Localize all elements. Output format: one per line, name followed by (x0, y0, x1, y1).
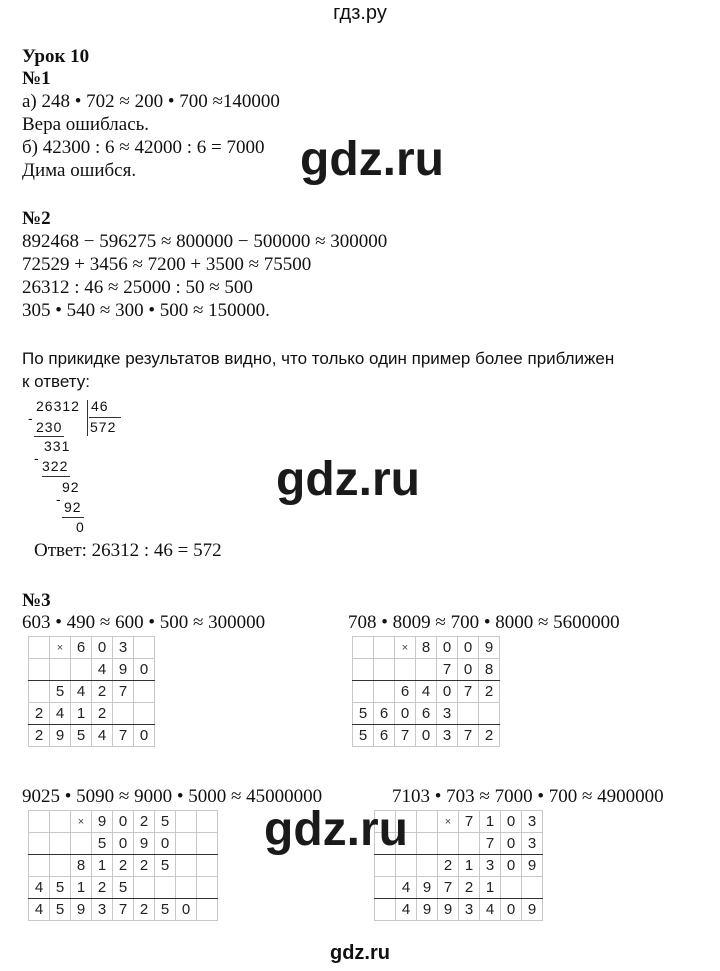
grid-cell (50, 811, 71, 833)
task3-heading: №3 (22, 590, 51, 611)
grid-cell: 6 (416, 703, 437, 725)
grid-cell (197, 833, 218, 855)
grid-row (353, 637, 500, 659)
grid-row (29, 811, 218, 833)
grid-cell: 0 (113, 811, 134, 833)
grid-cell: 0 (92, 637, 113, 659)
grid-cell: 1 (480, 877, 501, 899)
grid-cell (134, 637, 155, 659)
grid-cell: 0 (134, 659, 155, 681)
grid-cell (50, 855, 71, 877)
grid-cell: 0 (416, 725, 437, 747)
grid-cell: 2 (134, 899, 155, 921)
grid-cell: 5 (50, 877, 71, 899)
grid-cell (501, 877, 522, 899)
grid-cell: 4 (396, 899, 417, 921)
grid-cell: 7 (438, 877, 459, 899)
division-step-5: 92 (64, 499, 82, 515)
grid-cell: 7 (113, 681, 134, 703)
grid-cell: 0 (501, 855, 522, 877)
grid-cell: 7 (437, 659, 458, 681)
grid-cell: 2 (459, 877, 480, 899)
grid-cell: 5 (353, 703, 374, 725)
grid-cell: 2 (29, 703, 50, 725)
grid-cell: 7 (395, 725, 416, 747)
grid-cell (50, 833, 71, 855)
grid-cell: 4 (92, 659, 113, 681)
grid-cell (374, 637, 395, 659)
grid-cell: 9 (50, 725, 71, 747)
grid-cell (176, 833, 197, 855)
long-division: 26312 46 572 - 230 331 - 322 92 - 92 0 (34, 398, 124, 538)
grid-cell: 9 (522, 899, 543, 921)
grid-cell (479, 703, 500, 725)
grid-cell: 7 (480, 833, 501, 855)
grid-cell: 6 (374, 703, 395, 725)
grid-cell: 1 (71, 877, 92, 899)
grid-cell (113, 703, 134, 725)
grid-cell (375, 899, 396, 921)
grid-cell (417, 811, 438, 833)
grid-cell (155, 877, 176, 899)
division-quotient: 572 (90, 419, 117, 435)
grid-cell (71, 659, 92, 681)
grid-cell: 4 (71, 681, 92, 703)
multiply-sign: × (438, 811, 459, 833)
division-dividend: 26312 (36, 398, 80, 414)
grid-cell (375, 877, 396, 899)
grid-cell: 2 (92, 703, 113, 725)
grid-cell: 9 (417, 899, 438, 921)
grid-cell: 9 (438, 899, 459, 921)
grid-cell: 7 (459, 811, 480, 833)
grid-cell: 5 (50, 899, 71, 921)
grid-cell (29, 833, 50, 855)
grid-cell: 9 (522, 855, 543, 877)
grid-cell: 7 (113, 725, 134, 747)
grid-cell: 1 (71, 703, 92, 725)
grid-cell (375, 855, 396, 877)
grid-cell: 0 (501, 899, 522, 921)
grid-cell: 2 (29, 725, 50, 747)
site-footer: gdz.ru (330, 942, 390, 964)
division-divisor: 46 (91, 398, 109, 414)
task2-line-1: 892468 − 596275 ≈ 800000 − 500000 ≈ 300000 (22, 231, 388, 252)
grid-cell: 3 (437, 703, 458, 725)
grid-cell (396, 855, 417, 877)
task3-example-3-text: 9025 • 5090 ≈ 9000 • 5000 ≈ 45000000 (22, 786, 323, 807)
task1-line-3: б) 42300 : 6 ≈ 42000 : 6 = 7000 (22, 137, 265, 158)
grid-cell: 0 (134, 725, 155, 747)
grid-cell: 4 (480, 899, 501, 921)
grid-cell: 0 (501, 833, 522, 855)
task1-line-2: Вера ошиблась. (22, 114, 150, 135)
grid-cell: 2 (134, 855, 155, 877)
grid-cell (459, 833, 480, 855)
grid-cell: 5 (92, 833, 113, 855)
grid-cell (29, 637, 50, 659)
grid-cell: 9 (92, 811, 113, 833)
task2-line-3: 26312 : 46 ≈ 25000 : 50 ≈ 500 (22, 277, 253, 298)
grid-cell (197, 877, 218, 899)
grid-cell: 3 (113, 637, 134, 659)
grid-cell: 5 (155, 811, 176, 833)
grid-cell (417, 833, 438, 855)
multiply-sign: × (71, 811, 92, 833)
grid-cell (197, 855, 218, 877)
grid-cell: 0 (501, 811, 522, 833)
grid-cell: 3 (437, 725, 458, 747)
task3-grid-3 (28, 810, 218, 921)
grid-cell: 0 (113, 833, 134, 855)
grid-row (29, 637, 155, 659)
grid-cell: 5 (353, 725, 374, 747)
grid-cell: 7 (113, 899, 134, 921)
grid-cell: 0 (176, 899, 197, 921)
division-step-2: 331 (44, 438, 71, 454)
grid-row (29, 681, 155, 703)
grid-row (353, 703, 500, 725)
grid-cell: 2 (438, 855, 459, 877)
grid-cell (176, 811, 197, 833)
grid-cell: 8 (71, 855, 92, 877)
grid-cell (176, 855, 197, 877)
grid-cell: 2 (92, 681, 113, 703)
grid-row (29, 899, 218, 921)
grid-cell (50, 659, 71, 681)
grid-cell: 2 (479, 681, 500, 703)
grid-cell: 2 (113, 855, 134, 877)
grid-cell (417, 855, 438, 877)
grid-cell (458, 703, 479, 725)
grid-cell: 8 (479, 659, 500, 681)
grid-cell: 3 (522, 811, 543, 833)
watermark-3: gdz.ru (264, 803, 408, 856)
grid-cell: 6 (374, 725, 395, 747)
grid-cell: 2 (92, 877, 113, 899)
task3-example-2-text: 708 • 8009 ≈ 700 • 8000 ≈ 5600000 (348, 612, 620, 633)
grid-row (375, 855, 543, 877)
grid-cell (353, 681, 374, 703)
grid-row (353, 681, 500, 703)
grid-row (375, 899, 543, 921)
grid-cell: 5 (113, 877, 134, 899)
grid-cell: 5 (50, 681, 71, 703)
grid-cell (438, 833, 459, 855)
grid-cell: 0 (458, 659, 479, 681)
grid-cell (522, 877, 543, 899)
grid-cell: 2 (479, 725, 500, 747)
watermark-2: gdz.ru (276, 453, 420, 506)
grid-cell (134, 877, 155, 899)
grid-cell: 3 (522, 833, 543, 855)
grid-cell (395, 659, 416, 681)
grid-cell (353, 637, 374, 659)
grid-cell (134, 681, 155, 703)
grid-cell: 5 (155, 899, 176, 921)
grid-cell: 1 (459, 855, 480, 877)
task2-answer: Ответ: 26312 : 46 = 572 (34, 540, 222, 561)
grid-cell: 7 (458, 725, 479, 747)
lesson-title: Урок 10 (22, 46, 90, 67)
grid-cell: 9 (71, 899, 92, 921)
grid-cell: 4 (92, 725, 113, 747)
task3-example-1-text: 603 • 490 ≈ 600 • 500 ≈ 300000 (22, 612, 266, 633)
grid-cell: 2 (134, 811, 155, 833)
division-step-4: 92 (62, 479, 80, 495)
grid-cell: 0 (458, 637, 479, 659)
task1-line-4: Дима ошибся. (22, 160, 137, 181)
grid-cell: 0 (155, 833, 176, 855)
grid-cell: 4 (396, 877, 417, 899)
grid-row (29, 659, 155, 681)
grid-cell: 5 (71, 725, 92, 747)
grid-cell: 7 (458, 681, 479, 703)
grid-row (353, 659, 500, 681)
task3-example-4-text: 7103 • 703 ≈ 7000 • 700 ≈ 4900000 (392, 786, 664, 807)
watermark-1: gdz.ru (300, 133, 444, 186)
grid-cell: 9 (113, 659, 134, 681)
task2-note-1: По прикидке результатов видно, что только один пример более приближен (22, 349, 615, 368)
grid-cell (374, 681, 395, 703)
grid-cell (134, 703, 155, 725)
grid-cell: 3 (92, 899, 113, 921)
grid-row (353, 725, 500, 747)
grid-cell (374, 659, 395, 681)
multiply-sign: × (395, 637, 416, 659)
grid-cell: 0 (395, 703, 416, 725)
task2-heading: №2 (22, 208, 51, 229)
grid-row (29, 833, 218, 855)
task2-line-2: 72529 + 3456 ≈ 7200 + 3500 ≈ 75500 (22, 254, 312, 275)
task3-grid-1 (28, 636, 155, 747)
grid-cell (353, 659, 374, 681)
division-step-6: 0 (76, 519, 85, 535)
grid-cell: 3 (480, 855, 501, 877)
grid-cell: 9 (479, 637, 500, 659)
grid-cell (197, 899, 218, 921)
grid-row (29, 725, 155, 747)
site-header: гдз.ру (333, 2, 387, 24)
grid-cell (416, 659, 437, 681)
grid-cell (71, 833, 92, 855)
grid-cell (29, 811, 50, 833)
grid-row (29, 877, 218, 899)
grid-cell: 4 (50, 703, 71, 725)
grid-row (29, 703, 155, 725)
grid-cell: 4 (416, 681, 437, 703)
grid-cell: 0 (437, 637, 458, 659)
grid-row (29, 855, 218, 877)
grid-cell: 6 (71, 637, 92, 659)
task1-heading: №1 (22, 68, 51, 89)
grid-cell: 4 (29, 877, 50, 899)
grid-cell: 9 (417, 877, 438, 899)
grid-cell (176, 877, 197, 899)
task2-line-4: 305 • 540 ≈ 300 • 500 ≈ 150000. (22, 300, 270, 321)
grid-cell: 0 (437, 681, 458, 703)
grid-cell: 9 (134, 833, 155, 855)
grid-cell: 8 (416, 637, 437, 659)
grid-cell: 1 (92, 855, 113, 877)
grid-row (375, 877, 543, 899)
grid-cell: 6 (395, 681, 416, 703)
task3-grid-2 (352, 636, 500, 747)
grid-cell: 1 (480, 811, 501, 833)
task2-note-2: к ответу: (22, 372, 90, 391)
grid-cell: 4 (29, 899, 50, 921)
grid-cell (29, 855, 50, 877)
grid-cell: 5 (155, 855, 176, 877)
grid-cell (29, 681, 50, 703)
division-step-3: 322 (42, 458, 69, 474)
division-step-1: 230 (36, 419, 63, 435)
grid-cell (29, 659, 50, 681)
task1-line-1: а) 248 • 702 ≈ 200 • 700 ≈140000 (22, 91, 280, 112)
grid-cell (197, 811, 218, 833)
grid-cell: 3 (459, 899, 480, 921)
multiply-sign: × (50, 637, 71, 659)
